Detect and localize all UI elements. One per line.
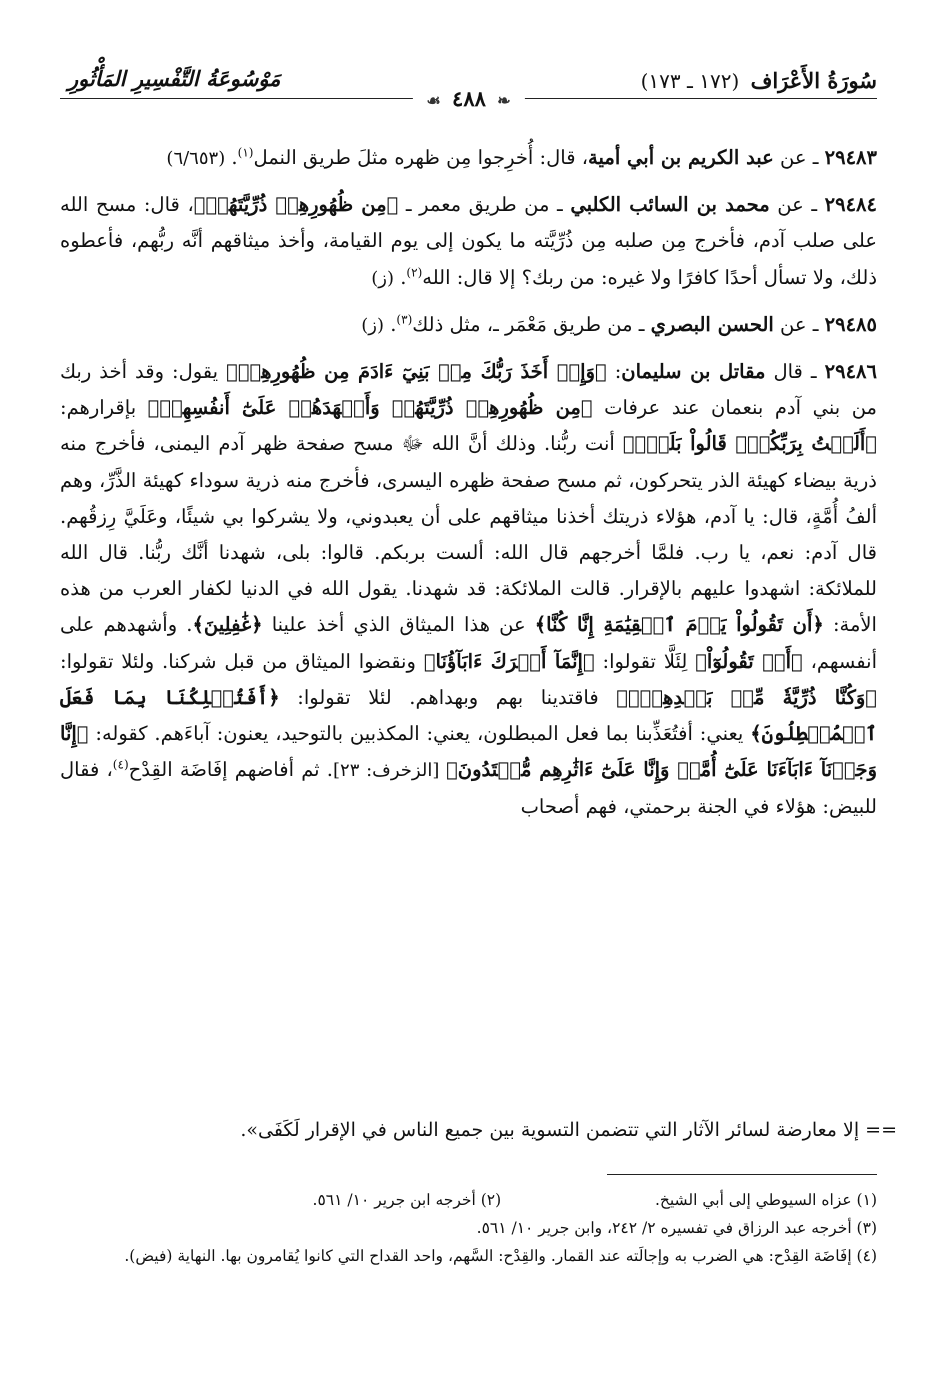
- entry-29485: [60, 307, 877, 344]
- text-run: ونقضوا الميثاق من قبل شركنا. ولئلا تقولوا:: [60, 649, 424, 673]
- quran-quote: ﴿أَن تَقُولُواْ يَوۡمَ ٱلۡقِيَٰمَةِ إِنَّا كُنَّا﴾: [534, 613, 824, 637]
- quran-quote: ﴿أَوۡ تَقُولُوٓاْ﴾: [695, 649, 803, 673]
- entry-number: ٢٩٤٨٣: [824, 146, 877, 169]
- footnote-row: [60, 1186, 877, 1214]
- page-number: ٤٨٨: [452, 86, 486, 111]
- quran-quote: ﴿إِنَّا وَجَدۡنَآ ءَابَآءَنَا عَلَىٰٓ أُمَّةٖ وَإِنَّا عَلَىٰٓ ءَاثَٰرِهِم مُّقۡتَدُونَ﴾: [60, 722, 877, 782]
- narrator-name: عبد الكريم بن أبي أمية: [588, 146, 774, 169]
- narrator-name: الحسن البصري: [650, 312, 774, 336]
- entry-29483: [60, 140, 877, 177]
- source-reference: (٦/٦٥٣): [166, 148, 226, 169]
- text-run: فاقتدينا بهم وبهداهم. لئلا تقولوا:: [279, 685, 617, 709]
- text-run: .: [384, 312, 397, 336]
- footnote-3: (٣) أخرجه عبد الرزاق في تفسيره ٢/ ٢٤٢، وابن جرير ١٠/ ٥٦١.: [476, 1219, 877, 1237]
- surah-name: سُورَةُ الأَعْرَاف: [750, 68, 877, 93]
- surah-title: [641, 68, 877, 93]
- text-run: ـ من طريق معمر ـ: [398, 193, 571, 217]
- quran-quote: ﴿إِنَّمَآ أَشۡرَكَ ءَابَآؤُنَا﴾: [423, 649, 595, 673]
- text-run: لِئَلَّا تقولوا:: [594, 649, 696, 673]
- quran-quote: ﴿أَفَتُهۡلِكُنَا بِمَا فَعَلَ ٱلۡمُبۡطِلُونَ﴾: [60, 685, 877, 746]
- footnote-marker[interactable]: (٣): [396, 312, 413, 327]
- text-run: أنت ربُّنا. وذلك أنَّ الله ﷻ مسح صفحة ظهر آدم اليمنى، فأخرج منه ذرية بيضاء كهيئة الذر يتحركون، ثم مسح صفحة ظهره اليسرى، فأخرج منه ذرية سوداء كهيئة الذَّرِّ، وهم ألفُ أُمَّةٍ، قال: يا آدم، هؤلاء ذريتك أخذنا ميثاقهم على أن يعبدوني، ولا يشركوا بي شيئًا، وعَلَيَّ رِزقُهم. قال آدم: نعم، يا رب. فلمَّا أخرجهم قال الله: ألست بربكم. قالوا: بلى، شهدنا أنَّك ربُّنا. قال الله للملائكة: اشهدوا عليهم بالإقرار. قالت الملائكة: قد شهدنا. يقول الله في الدنيا لكفار العرب من هذه الأمة:: [60, 432, 877, 637]
- text-run: ـ عن: [773, 312, 825, 336]
- text-run: عن هذا الميثاق الذي أخذ علينا: [262, 613, 535, 637]
- footnote-divider: [607, 1174, 877, 1175]
- text-run: .: [394, 265, 407, 289]
- text-run: يعني: أفتُعَذِّبنا بما فعل المبطلون، يعني: المكذبين بالتوحيد، يعنون: آباءَهم. كقوله:: [88, 722, 751, 746]
- text-run: يقول: وقد أخذ ربك من بني آدم بنعمان عند عرفات: [60, 360, 877, 420]
- entry-29486: [60, 354, 877, 826]
- text-run: ، قال: أُخرِجوا مِن ظهره مثلَ طريق النمل: [253, 146, 589, 169]
- text-run: :: [606, 360, 622, 384]
- entry-number: ٢٩٤٨٦: [824, 360, 877, 384]
- text-run: بإقرارهم:: [60, 396, 148, 420]
- text-run: ـ عن: [769, 193, 825, 217]
- surah-citation: [الزخرف: ٢٣]: [333, 760, 447, 782]
- footnote-1: (١) عزاه السيوطي إلى أبي الشيخ.: [654, 1191, 877, 1209]
- footnote-marker[interactable]: (١): [237, 145, 254, 160]
- text-run: ، فقال للبيض: هؤلاء في الجنة برحمتي، فهم أصحاب: [60, 758, 877, 819]
- source-reference: (ز): [371, 267, 395, 289]
- ornament-icon: ☙: [426, 91, 441, 110]
- footnote-2: (٢) أخرجه ابن جرير ١٠/ ٥٦١.: [312, 1191, 502, 1209]
- page-number-container: [412, 86, 524, 111]
- quran-quote: ﴿أَلَسۡتُ بِرَبِّكُمۡۖ قَالُواْ بَلَىٰۛ﴾: [622, 432, 878, 456]
- footnote-marker[interactable]: (٤): [112, 757, 129, 772]
- footnotes: [60, 1186, 877, 1270]
- page: [60, 0, 897, 1379]
- text-run: . ثم أفاضهم إفَاضَة القِدْح: [128, 758, 334, 782]
- entry-29484: [60, 187, 877, 297]
- text-run: ، قال: مسح الله على صلب آدم، فأخرج مِن صلبه مِن ذُرِّيَّته ما يكون إلى يوم القيامة، وأخذ ميثاقهم أنَّه ربُّهم، فأعطوه ذلك، ولا تسأل أحدًا كافرًا ولا غيره: من ربك؟ إلا قال: الله: [60, 193, 877, 289]
- quran-quote: ﴿مِن ظُهُورِهِمۡ ذُرِّيَّتَهُمۡ وَأَشۡهَدَهُمۡ عَلَىٰٓ أَنفُسِهِمۡ﴾: [147, 396, 593, 420]
- quran-quote: ﴿وَإِذۡ أَخَذَ رَبُّكَ مِنۢ بَنِيٓ ءَادَمَ مِن ظُهُورِهِمۡ﴾: [226, 360, 607, 384]
- continued-footnote: == إلا معارضة لسائر الآثار التي تتضمن التسوية بين جميع الناس في الإقرار لَكَفَى».: [240, 1119, 897, 1141]
- quran-quote: ﴿غَٰفِلِينَ﴾: [192, 613, 263, 637]
- verse-range: (١٧٢ ـ ١٧٣): [640, 69, 740, 93]
- text-run: ـ عن: [773, 146, 825, 169]
- narrator-name: محمد بن السائب الكلبي: [570, 193, 770, 217]
- text-run: ـ من طريق مَعْمَر ـ، مثل ذلك: [412, 312, 651, 336]
- narrator-name: مقاتل بن سليمان: [621, 360, 766, 384]
- main-text: [60, 140, 877, 836]
- quran-quote: ﴿وَكُنَّا ذُرِّيَّةٗ مِّنۢ بَعۡدِهِمۡۖ﴾: [616, 685, 877, 709]
- quran-quote: ﴿مِن ظُهُورِهِمۡ ذُرِّيَّتَهُمۡ﴾: [193, 193, 399, 217]
- footnote-marker[interactable]: (٢): [406, 265, 423, 280]
- text-run: .: [225, 146, 238, 169]
- entry-number: ٢٩٤٨٤: [824, 193, 878, 217]
- ornament-icon: ❧: [497, 91, 511, 110]
- text-run: . وأشهدهم على أنفسهم،: [60, 613, 877, 673]
- book-title: مَوْسُوعَةُ التَّفْسِيرِ المَأْثُورِ: [68, 66, 281, 91]
- entry-number: ٢٩٤٨٥: [824, 312, 877, 336]
- text-run: ـ قال: [765, 360, 825, 384]
- footnote-4: (٤) إفَاضَة القِدْح: هي الضرب به وإجالَته عند القمار. والقِدْح: السَّهم، واحد القداح التي كانوا يُقامرون بها. النهاية (فيض).: [124, 1247, 877, 1265]
- source-reference: (ز): [361, 314, 385, 336]
